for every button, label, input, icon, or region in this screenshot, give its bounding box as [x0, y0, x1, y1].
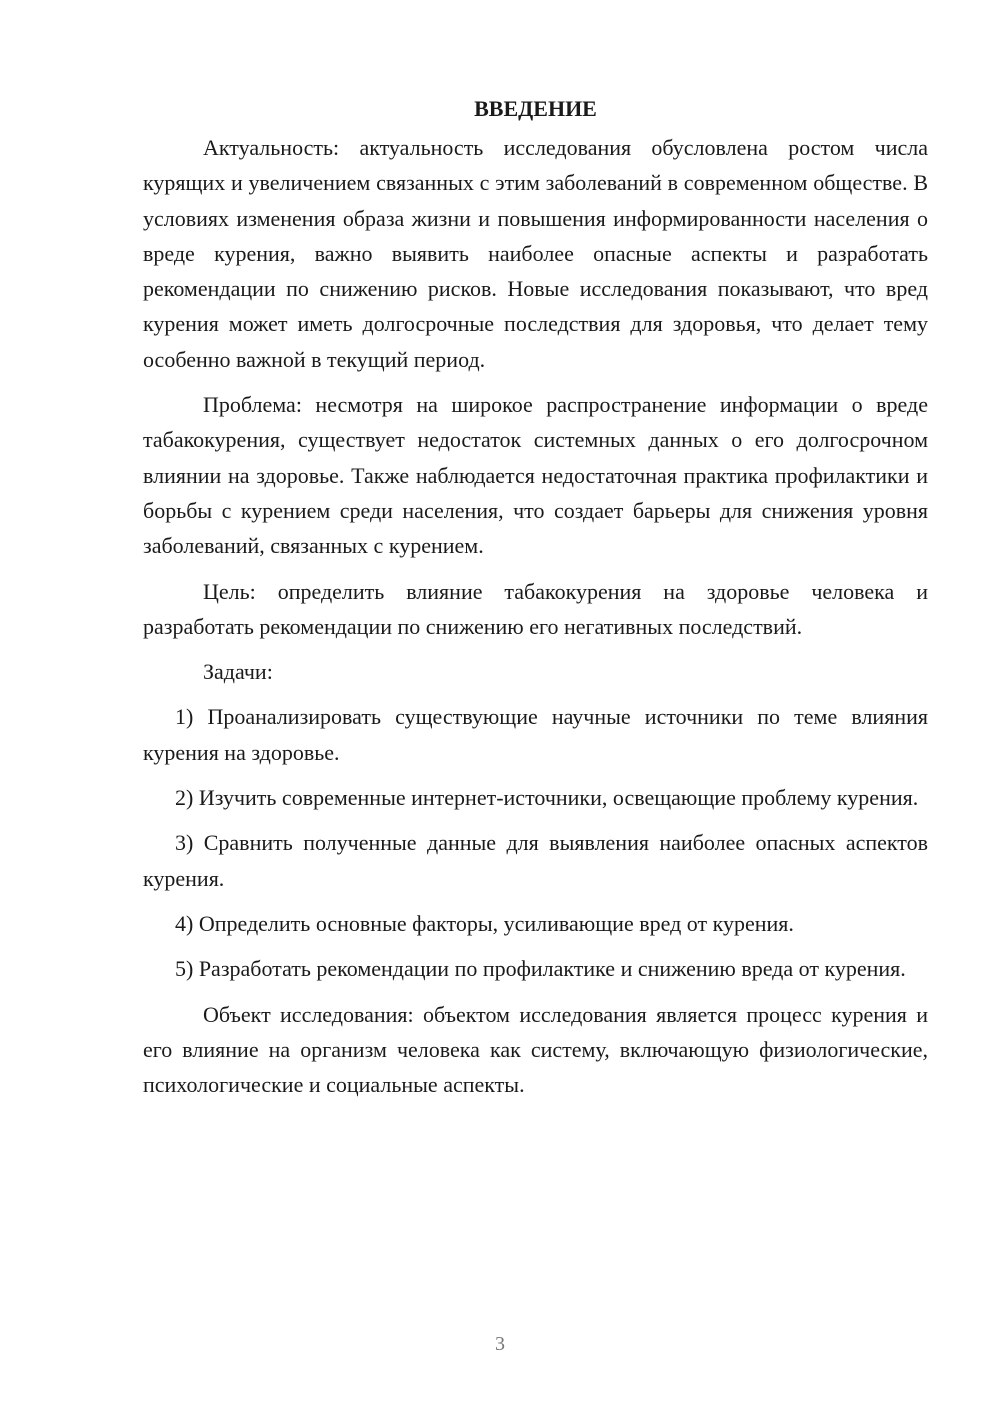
task-item-3: 3) Сравнить полученные данные для выявления наиболее опасных аспектов курения.	[143, 830, 928, 891]
problem-paragraph: Проблема: несмотря на широкое распространение информации о вреде табакокурения, существует недостаток системных данных о его долгосрочном влиянии на здоровье. Также наблюдается недостаточная практика профилактики и борьбы с курением среди населения, что создает барьеры для снижения уровня заболеваний, связанных с курением.	[143, 392, 928, 559]
task-item-4: 4) Определить основные факторы, усиливающие вред от курения.	[175, 910, 794, 936]
relevance-paragraph: Актуальность: актуальность исследования обусловлена ростом числа курящих и увеличением связанных с этим заболеваний в современном обществе. В условиях изменения образа жизни и повышения информированности населения о вреде курения, важно выявить наиболее опасные аспекты и разработать рекомендации по снижению рисков. Новые исследования показывают, что вред курения может иметь долгосрочные последствия для здоровья, что делает тему особенно важной в текущий период.	[143, 135, 928, 372]
tasks-heading: Задачи:	[203, 659, 273, 685]
page-number: 3	[495, 1333, 505, 1355]
task-item-5: 5) Разработать рекомендации по профилактике и снижению вреда от курения.	[175, 956, 906, 982]
task-item-2: 2) Изучить современные интернет-источники, освещающие проблему курения.	[175, 785, 919, 811]
goal-paragraph: Цель: определить влияние табакокурения на здоровье человека и разработать рекомендации по снижению его негативных последствий.	[143, 578, 928, 639]
section-title: ВВЕДЕНИЕ	[474, 96, 597, 121]
task-item-1: 1) Проанализировать существующие научные источники по теме влияния курения на здоровье.	[143, 704, 928, 765]
document-page	[143, 94, 928, 1102]
object-paragraph: Объект исследования: объектом исследования является процесс курения и его влияние на организм человека как систему, включающую физиологические, психологические и социальные аспекты.	[143, 1001, 928, 1098]
